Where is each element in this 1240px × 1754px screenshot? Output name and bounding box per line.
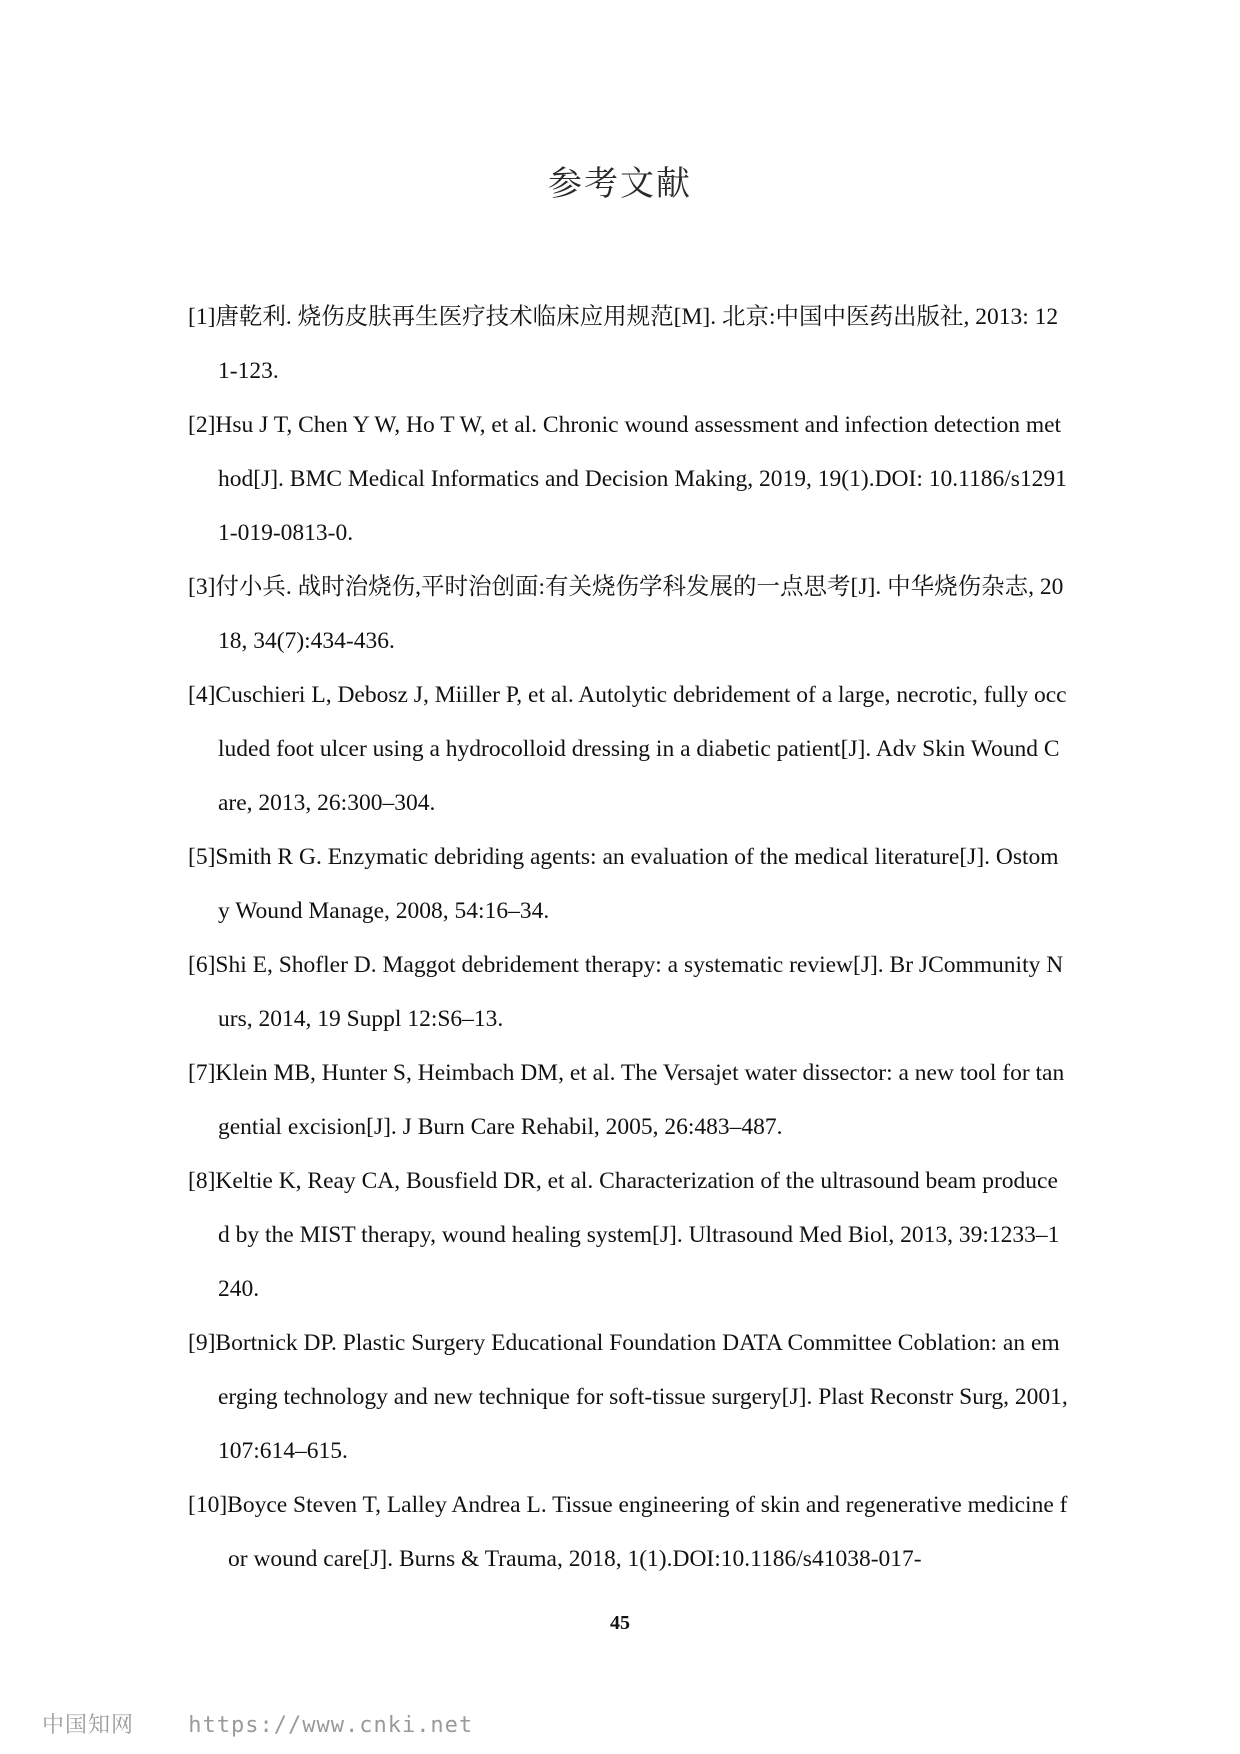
reference-list <box>188 290 1068 1586</box>
reference-item-8: [8]Keltie K, Reay CA, Bousfield DR, et al. Characterization of the ultrasound beam produced by the MIST therapy, wound healing system[J]. Ultrasound Med Biol, 2013, 39:1233–1240. <box>188 1168 1060 1302</box>
reference-item-2: [2]Hsu J T, Chen Y W, Ho T W, et al. Chronic wound assessment and infection detection method[J]. BMC Medical Informatics and Decision Making, 2019, 19(1).DOI: 10.1186/s12911-019-0813-0. <box>188 412 1067 546</box>
page-number: 45 <box>610 1612 630 1634</box>
watermark-brand: 中国知网 <box>42 1713 135 1738</box>
reference-item-1: [1]唐乾利. 烧伤皮肤再生医疗技术临床应用规范[M]. 北京:中国中医药出版社, 2013: 121-123. <box>188 304 1059 384</box>
reference-item-4: [4]Cuschieri L, Debosz J, Miiller P, et al. Autolytic debridement of a large, necrotic, fully occluded foot ulcer using a hydrocolloid dressing in a diabetic patient[J]. Adv Skin Wound Care, 2013, 26:300–304. <box>188 682 1067 816</box>
reference-item-6: [6]Shi E, Shofler D. Maggot debridement therapy: a systematic review[J]. Br JCommunity Nurs, 2014, 19 Suppl 12:S6–13. <box>188 952 1064 1032</box>
reference-item-7: [7]Klein MB, Hunter S, Heimbach DM, et al. The Versajet water dissector: a new tool for tangential excision[J]. J Burn Care Rehabil, 2005, 26:483–487. <box>188 1060 1065 1140</box>
watermark-url: https://www.cnki.net <box>188 1713 474 1738</box>
watermark <box>42 1708 473 1739</box>
page-title: 参考文献 <box>548 164 692 204</box>
reference-item-3: [3]付小兵. 战时治烧伤,平时治创面:有关烧伤学科发展的一点思考[J]. 中华烧伤杂志, 2018, 34(7):434-436. <box>188 574 1064 654</box>
reference-item-10: [10]Boyce Steven T, Lalley Andrea L. Tissue engineering of skin and regenerative medicine for wound care[J]. Burns & Trauma, 2018, 1(1).DOI:10.1186/s41038-017- <box>188 1492 1068 1572</box>
reference-item-5: [5]Smith R G. Enzymatic debriding agents: an evaluation of the medical literature[J]. Ostomy Wound Manage, 2008, 54:16–34. <box>188 844 1059 924</box>
reference-item-9: [9]Bortnick DP. Plastic Surgery Educational Foundation DATA Committee Coblation: an emerging technology and new technique for soft-tissue surgery[J]. Plast Reconstr Surg, 2001, 107:614–615. <box>188 1330 1068 1464</box>
